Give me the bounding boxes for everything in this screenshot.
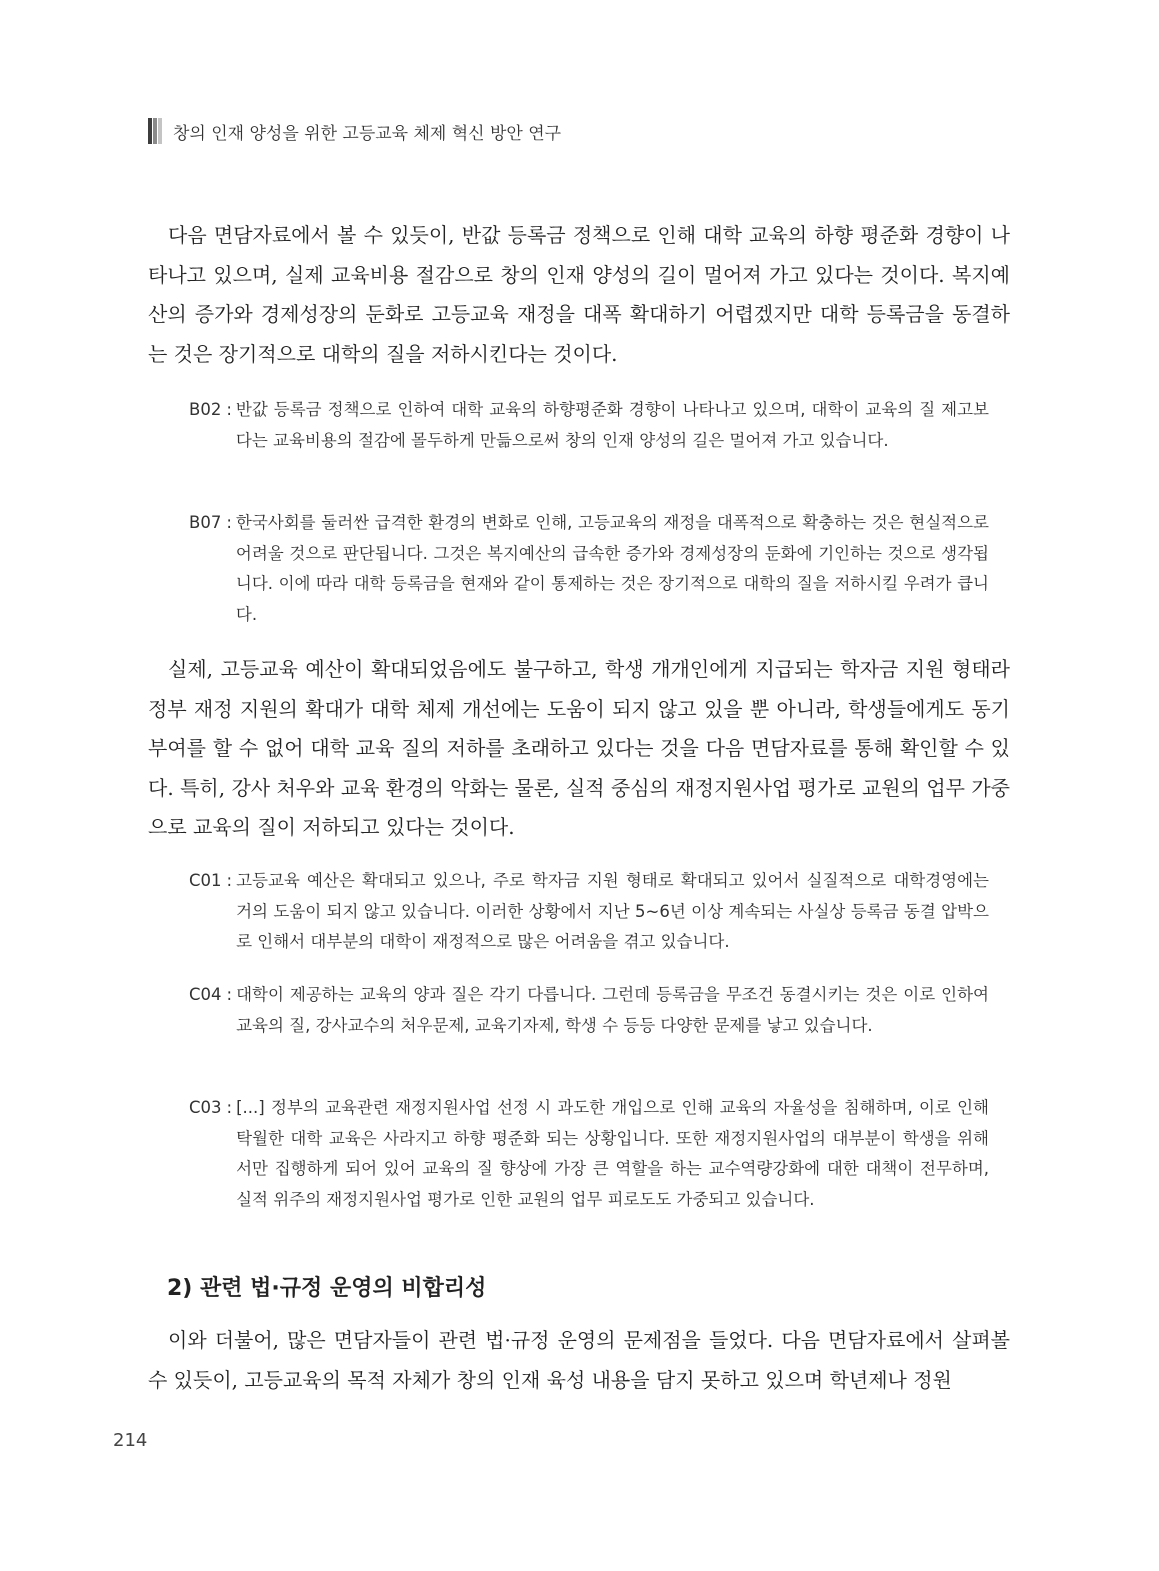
body-paragraph-1: 다음 면담자료에서 볼 수 있듯이, 반값 등록금 정책으로 인해 대학 교육의 하향 평준화 경향이 나타나고 있으며, 실제 교육비용 절감으로 창의 인재 양성의 길이 멀어져 가고 있다는 것이다. 복지예산의 증가와 경제성장의 둔화로 고등교육 재정을 대폭 확대하기 어렵겠지만 대학 등록금을 동결하는 것은 장기적으로 대학의 질을 저하시킨다는 것이다. <box>148 223 1010 366</box>
body-paragraph-2: 실제, 고등교육 예산이 확대되었음에도 불구하고, 학생 개개인에게 지급되는 학자금 지원 형태라 정부 재정 지원의 확대가 대학 체제 개선에는 도움이 되지 않고 있을 뿐 아니라, 학생들에게도 동기 부여를 할 수 없어 대학 교육 질의 저하를 초래하고 있다는 것을 다음 면담자료를 통해 확인할 수 있다. 특히, 강사 처우와 교육 환경의 악화는 물론, 실적 중심의 재정지원사업 평가로 교원의 업무 가중으로 교육의 질이 저하되고 있다는 것이다. <box>148 657 1010 839</box>
section-heading: 2) 관련 법·규정 운영의 비합리성 <box>167 1276 487 1301</box>
quote-text: 대학이 제공하는 교육의 양과 질은 각기 다릅니다. 그런데 등록금을 무조건 동결시키는 것은 이로 인하여 교육의 질, 강사교수의 처우문제, 교육기자제, 학생 수 등등 다양한 문제를 낳고 있습니다. <box>236 985 989 1035</box>
quote-label: C04 <box>189 985 222 1004</box>
quote-separator: : <box>226 1098 233 1117</box>
interview-quote-c01 <box>189 866 989 958</box>
header-bar-dark <box>148 118 152 144</box>
quote-label: C03 <box>189 1098 222 1117</box>
quote-text: [...] 정부의 교육관련 재정지원사업 선정 시 과도한 개입으로 인해 교육의 자율성을 침해하며, 이로 인해 탁월한 대학 교육은 사라지고 하향 평준화 되는 상황입니다. 또한 재정지원사업의 대부분이 학생을 위해서만 집행하게 되어 있어 교육의 질 향상에 가장 큰 역할을 하는 교수역량강화에 대한 대책이 전무하며, 실적 위주의 재정지원사업 평가로 인한 교원의 업무 피로도도 가중되고 있습니다. <box>236 1098 990 1209</box>
quote-label: C01 <box>189 871 222 890</box>
quote-text: 반값 등록금 정책으로 인하여 대학 교육의 하향평준화 경향이 나타나고 있으며, 대학이 교육의 질 제고보다는 교육비용의 절감에 몰두하게 만듦으로써 창의 인재 양성의 길은 멀어져 가고 있습니다. <box>235 400 989 450</box>
interview-quote-b02 <box>189 395 989 456</box>
quote-separator: : <box>226 985 233 1004</box>
interview-quote-c03 <box>189 1093 989 1215</box>
quote-separator: : <box>226 400 232 419</box>
header-bar-light <box>158 118 162 144</box>
header-bar-mid <box>153 118 157 144</box>
running-header-title: 창의 인재 양성을 위한 고등교육 체제 혁신 방안 연구 <box>173 123 562 144</box>
quote-separator: : <box>226 871 233 890</box>
quote-label: B07 <box>189 513 222 532</box>
body-paragraph-3: 이와 더불어, 많은 면담자들이 관련 법·규정 운영의 문제점을 들었다. 다음 면담자료에서 살펴볼 수 있듯이, 고등교육의 목적 자체가 창의 인재 육성 내용을 담지 못하고 있으며 학년제나 정원 <box>148 1328 1010 1392</box>
quote-text: 고등교육 예산은 확대되고 있으나, 주로 학자금 지원 형태로 확대되고 있어서 실질적으로 대학경영에는 거의 도움이 되지 않고 있습니다. 이러한 상황에서 지난 5~6년 이상 계속되는 사실상 등록금 동결 압박으로 인해서 대부분의 대학이 재정적으로 많은 어려움을 겪고 있습니다. <box>236 871 989 951</box>
running-header <box>148 117 561 145</box>
page-number: 214 <box>113 1430 148 1451</box>
interview-quote-c04 <box>189 980 989 1041</box>
header-bar-mark <box>148 118 163 144</box>
quote-text: 한국사회를 둘러싼 급격한 환경의 변화로 인해, 고등교육의 재정을 대폭적으로 확충하는 것은 현실적으로 어려울 것으로 판단됩니다. 그것은 복지예산의 급속한 증가와 경제성장의 둔화에 기인하는 것으로 생각됩니다. 이에 따라 대학 등록금을 현재와 같이 통제하는 것은 장기적으로 대학의 질을 저하시킬 우려가 큽니다. <box>235 513 989 624</box>
quote-label: B02 <box>189 400 222 419</box>
quote-separator: : <box>226 513 232 532</box>
interview-quote-b07 <box>189 508 989 630</box>
